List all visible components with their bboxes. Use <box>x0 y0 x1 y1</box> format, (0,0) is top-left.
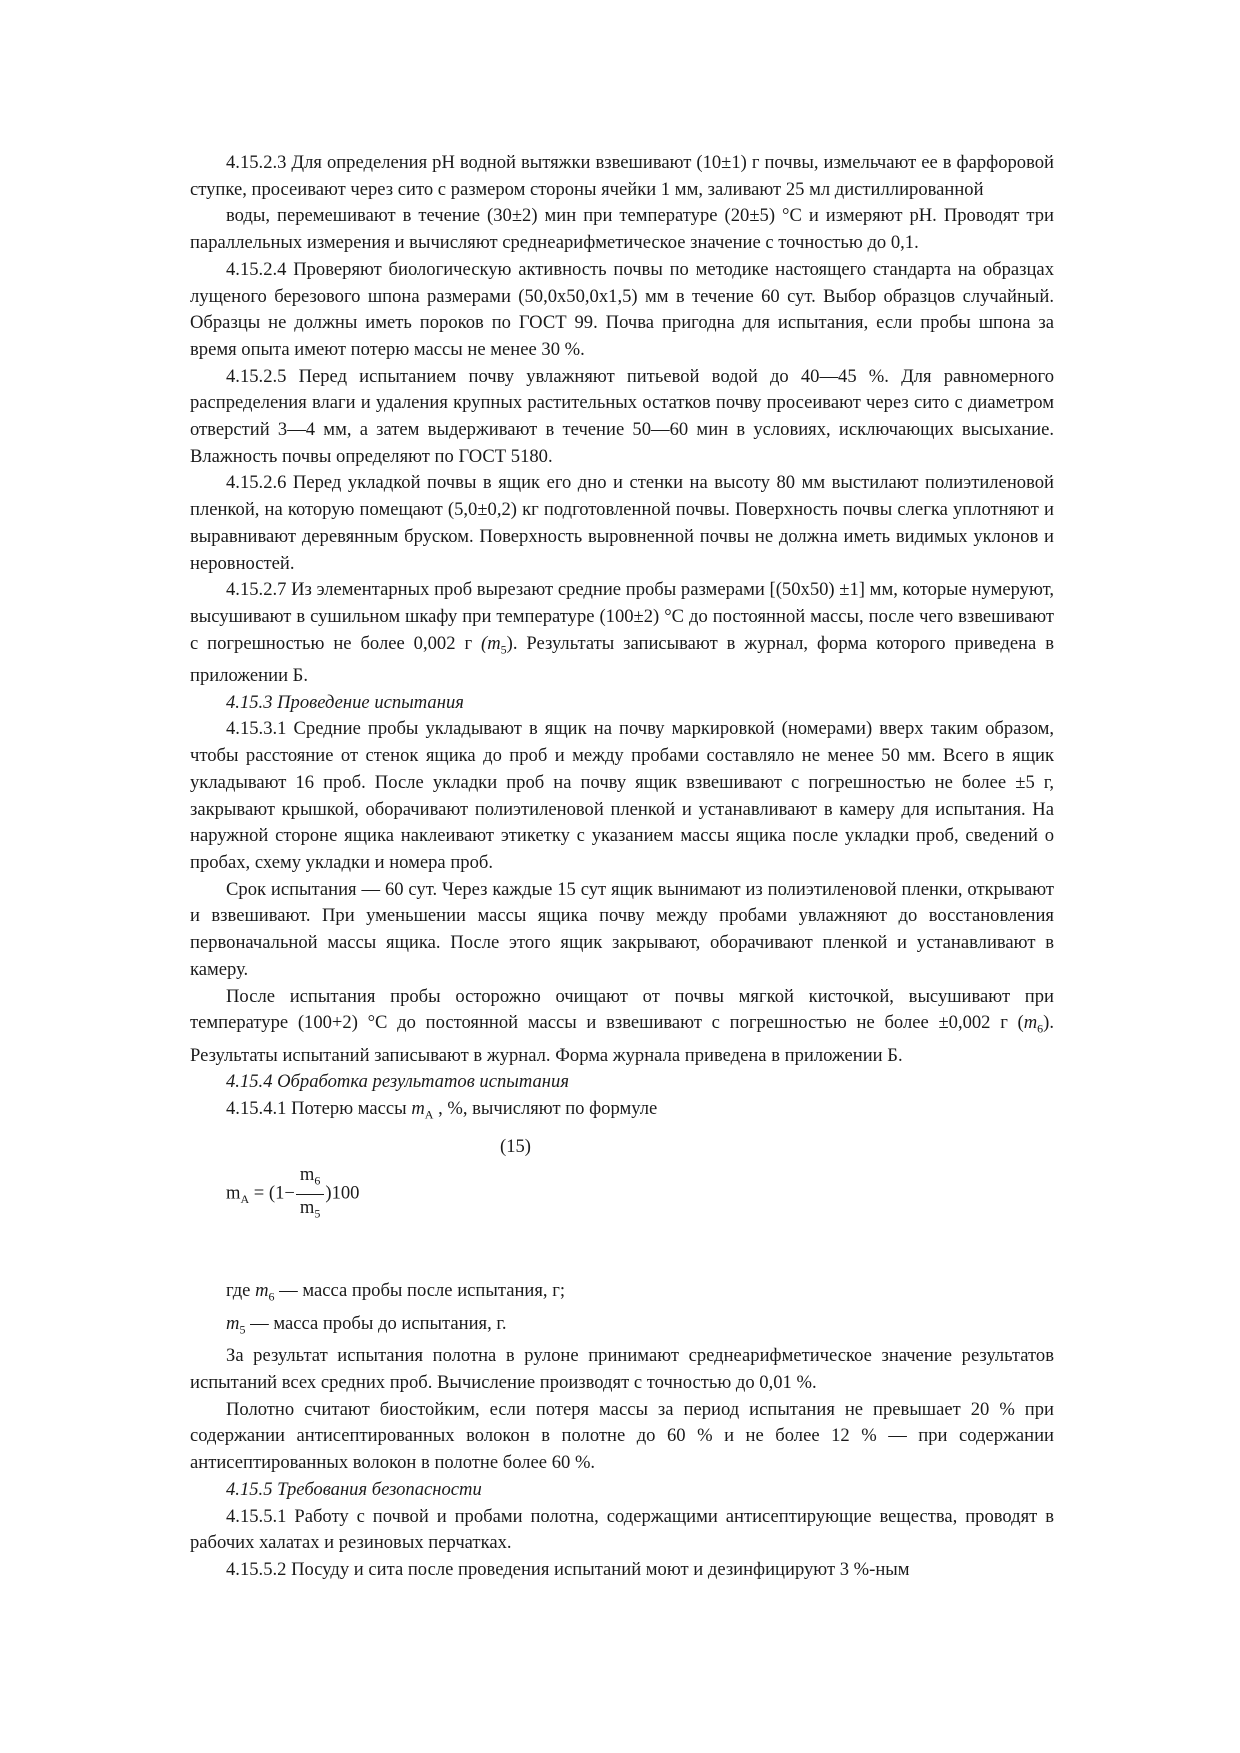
formula-open: = (1− <box>253 1182 295 1204</box>
text: ). Результаты записывают в журнал, форма которого приведена в приложении Б. <box>190 632 1054 687</box>
text: 4.15.2.7 Из элементарных проб вырезают средние пробы размерами [(50x50) ±1] мм, которые нумеруют, высушивают в сушильном шкафу при температуре (100±2) °С до постоянной массы, после чего взвешивают с погрешностью не более 0,002 г <box>190 579 1054 654</box>
subscript: 5 <box>239 1322 246 1337</box>
numerator-subscript: 6 <box>314 1174 321 1189</box>
paragraph-test-duration: Срок испытания — 60 сут. Через каждые 15 сут ящик вынимают из полиэтиленовой пленки, открывают и взвешивают. При уменьшении массы ящика почву между пробами увлажняют до восстановления первоначальной массы ящика. После этого ящик закрывают, оборачивают пленкой и устанавливают в камеру. <box>190 878 1054 980</box>
paragraph-4-15-3-1: 4.15.3.1 Средние пробы укладывают в ящик на почву маркировкой (номерами) вверх таким образом, чтобы расстояние от стенок ящика до проб и между пробами составляло не менее 50 мм. Всего в ящик укладывают 16 проб. После укладки проб на почву ящик взвешивают с погрешностью не более ±5 г, закрывают крышкой, оборачивают полиэтиленовой пленкой и устанавливают в камеру для испытания. На наружной стороне ящика наклеивают этикетку с указанием массы ящика после укладки проб, сведений о пробах, схему укладки и номера проб. <box>190 718 1054 873</box>
formula-15 <box>226 1162 359 1226</box>
paragraph-4-15-2-3-continued: воды, перемешивают в течение (30±2) мин при температуре (20±5) °С и измеряют pH. Проводят три параллельных измерения и вычисляют среднеарифметическое значение с точностью до 0,1. <box>190 205 1054 254</box>
text: — масса пробы до испытания, г. <box>245 1312 507 1334</box>
paragraph-4-15-2-5: 4.15.2.5 Перед испытанием почву увлажняют питьевой водой до 40—45 %. Для равномерного распределения влаги и удаления крупных растительных остатков почву просеивают через сито с диаметром отверстий 3—4 мм, а затем выдерживают в течение 50—60 мин в условиях, исключающих высыхание. Влажность почвы определяют по ГОСТ 5180. <box>190 365 1054 467</box>
section-heading-4-15-5: 4.15.5 Требования безопасности <box>226 1478 482 1500</box>
document-body <box>190 150 1054 1584</box>
fraction-numerator <box>296 1162 324 1195</box>
text: — масса пробы после испытания, г; <box>274 1280 566 1302</box>
formula-fraction <box>296 1162 324 1226</box>
paragraph-4-15-5-2: 4.15.5.2 Посуду и сита после проведения испытаний моют и дезинфицируют 3 %-ным <box>226 1558 910 1580</box>
denominator-subscript: 5 <box>314 1206 321 1221</box>
paragraph-4-15-5-1: 4.15.5.1 Работу с почвой и пробами полотна, содержащими антисептирующие вещества, проводят в рабочих халатах и резиновых перчатках. <box>190 1505 1054 1554</box>
fraction-denominator <box>296 1195 324 1227</box>
paragraph-4-15-2-6: 4.15.2.6 Перед укладкой почвы в ящик его дно и стенки на высоту 80 мм выстилают полиэтиленовой пленкой, на которую помещают (5,0±0,2) кг подготовленной почвы. Поверхность почвы слегка уплотняют и выравнивают деревянным бруском. Поверхность выровненной почвы не должна иметь видимых уклонов и неровностей. <box>190 472 1054 574</box>
paragraph-4-15-2-7 <box>190 577 1054 690</box>
denominator-var: m <box>299 1197 315 1219</box>
variable: m <box>1023 1012 1038 1034</box>
subscript: 6 <box>1037 1021 1044 1036</box>
formula-lhs: m <box>226 1182 241 1204</box>
text: После испытания пробы осторожно очищают от почвы мягкой кисточкой, высушивают при температуре (100+2) °С до постоянной массы и взвешивают с погрешностью не более ±0,002 г ( <box>190 985 1054 1034</box>
equation-number: (15) <box>500 1136 531 1158</box>
numerator-var: m <box>299 1164 315 1186</box>
paragraph-4-15-2-3: 4.15.2.3 Для определения pH водной вытяжки взвешивают (10±1) г почвы, измельчают ее в фарфоровой ступке, просеивают через сито с размером стороны ячейки 1 мм, заливают 25 мл дистиллированной <box>190 152 1054 200</box>
variable: m <box>411 1098 425 1120</box>
variable: (m <box>481 632 501 654</box>
where-m5 <box>190 1311 1054 1343</box>
subscript: А <box>424 1107 434 1122</box>
text: где <box>226 1280 256 1302</box>
subscript: 5 <box>500 642 507 657</box>
subscript: 6 <box>268 1290 275 1305</box>
text: 4.15.4.1 Потерю массы <box>226 1098 412 1120</box>
paragraph-after-test <box>190 984 1054 1070</box>
paragraph-biostability: Полотно считают биостойким, если потеря массы за период испытания не превышает 20 % при содержании антисептированных волокон в полотне до 60 % и не более 12 % — при содержании антисептированных волокон в полотне более 60 %. <box>190 1398 1054 1474</box>
paragraph-4-15-2-4: 4.15.2.4 Проверяют биологическую активность почвы по методике настоящего стандарта на образцах лущеного березового шпона размерами (50,0x50,0x1,5) мм в течение 60 сут. Выбор образцов случайный. Образцы не должны иметь пороков по ГОСТ 99. Почва пригодна для испытания, если пробы шпона за время опыта имеют потерю массы не менее 30 %. <box>190 258 1054 360</box>
formula-block <box>190 1128 1054 1278</box>
formula-close: )100 <box>325 1182 360 1204</box>
variable: m <box>255 1280 269 1302</box>
where-m6 <box>190 1278 1054 1310</box>
variable: m <box>226 1312 240 1334</box>
section-heading-4-15-3: 4.15.3 Проведение испытания <box>226 691 464 713</box>
text: , %, вычисляют по формуле <box>433 1098 658 1120</box>
section-heading-4-15-4: 4.15.4 Обработка результатов испытания <box>226 1071 569 1093</box>
paragraph-4-15-4-1 <box>190 1096 1054 1128</box>
paragraph-result: За результат испытания полотна в рулоне принимают среднеарифметическое значение результатов испытаний всех средних проб. Вычисление производят с точностью до 0,01 %. <box>190 1345 1054 1394</box>
formula-lhs-subscript: A <box>240 1192 250 1207</box>
text: ). Результаты испытаний записывают в журнал. Форма журнала приведена в приложении Б. <box>190 1012 1054 1066</box>
